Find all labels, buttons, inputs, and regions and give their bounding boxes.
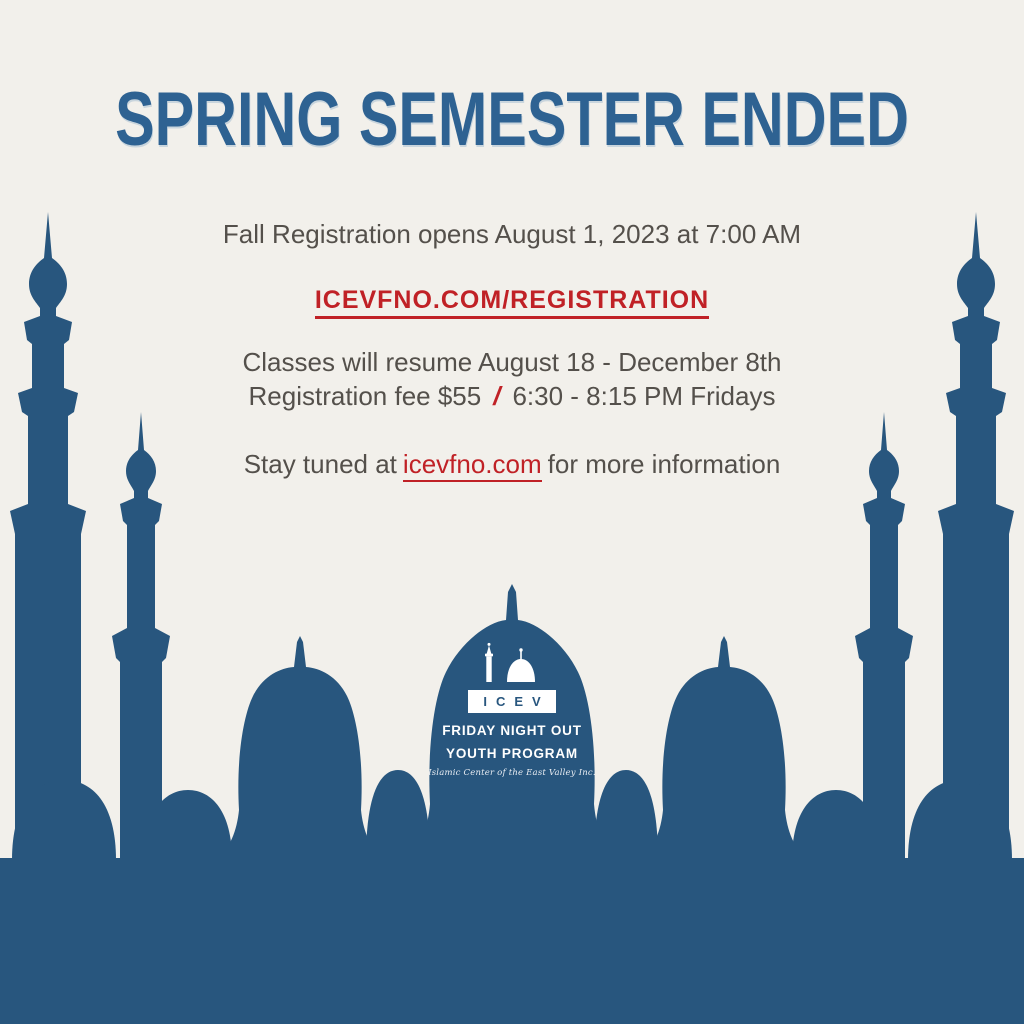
registration-link-row — [0, 284, 1024, 319]
website-link[interactable]: icevfno.com — [403, 449, 542, 482]
dome-bump-icon — [594, 770, 658, 860]
schedule-text: 6:30 - 8:15 PM Fridays — [512, 381, 776, 411]
registration-url-link[interactable]: ICEVFNO.COM/REGISTRATION — [315, 286, 709, 319]
program-logo — [362, 642, 662, 778]
organization-name: Islamic Center of the East Valley Inc. — [428, 768, 596, 778]
mosque-icon — [480, 642, 544, 690]
page-title: SPRING SEMESTER ENDED — [115, 77, 909, 162]
dome-bump-icon — [366, 770, 430, 860]
fee-text: Registration fee $55 — [248, 381, 482, 411]
icev-acronym: ICEV — [483, 694, 550, 709]
stay-tuned-prefix: Stay tuned at — [243, 449, 397, 479]
left-side-dome-icon — [216, 636, 384, 858]
fee-and-schedule-row — [0, 381, 1024, 412]
stay-tuned-row — [0, 449, 1024, 482]
slash-separator: / — [493, 381, 501, 411]
skyline-base — [0, 858, 1024, 1024]
stay-tuned-suffix: for more information — [547, 449, 781, 479]
classes-resume-text: Classes will resume August 18 - December 8th — [242, 347, 782, 377]
right-side-dome-icon — [640, 636, 808, 858]
icev-acronym-box — [468, 690, 556, 713]
registration-open-text: Fall Registration opens August 1, 2023 at 7:00 AM — [222, 219, 802, 249]
program-name-line1: FRIDAY NIGHT OUT — [442, 723, 582, 738]
program-name-line2: YOUTH PROGRAM — [446, 746, 578, 761]
